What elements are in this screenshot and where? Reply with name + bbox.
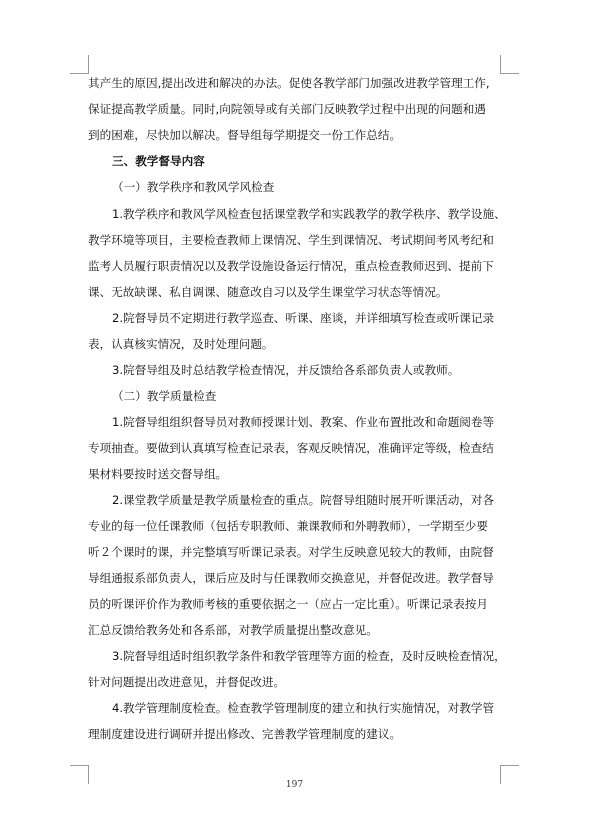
body-line: 针对问题提出改进意见，并督促改进。 [88,675,286,689]
body-line: 4.教学管理制度检查。检查教学管理制度的建立和执行实施情况，对教学管 [112,701,495,715]
body-line: 1.教学秩序和教风学风检查包括课堂教学和实践教学的教学秩序、教学设施、 [112,207,506,221]
body-line: 专业的每一位任课教师（包括专职教师、兼课教师和外聘教师），一学期至少要 [88,519,488,533]
body-line: 表，认真核实情况，及时处理问题。 [88,337,274,351]
body-line: 2.院督导员不定期进行教学巡查、听课、座谈，并详细填写检查或听课记录 [112,311,495,325]
body-line: 1.院督导组组织督导员对教师授课计划、教案、作业布置批改和命题阅卷等 [112,415,495,429]
body-line: 其产生的原因,提出改进和解决的办法。促使各教学部门加强改进教学管理工作, [88,76,490,90]
body-line: 保证提高教学质量。同时,向院领导或有关部门反映教学过程中出现的问题和遇 [88,102,486,116]
body-line: 专项抽查。要做到认真填写检查记录表，客观反映情况，准确评定等级，检查结 [88,441,494,455]
body-line: 教学环境等项目，主要检查教师上课情况、学生到课情况、考试期间考风考纪和 [88,233,494,247]
body-line: 3.院督导组适时组织教学条件和教学管理等方面的检查，及时反映检查情况， [112,649,506,663]
section-heading: 三、教学督导内容 [112,154,205,168]
body-line: 员的听课评价作为教师考核的重要依据之一（应占一定比重）。听课记录表按月 [88,597,488,611]
body-line: 听２个课时的课，并完整填写听课记录表。对学生反映意见较大的教师，由院督 [88,545,494,559]
body-line: 2.课堂教学质量是教学质量检查的重点。院督导组随时展开听课活动，对各 [112,493,495,507]
body-line: 课、无故缺课、私自调课、随意改自习以及学生课堂学习状态等情况。 [88,285,448,299]
body-line: 理制度建设进行调研并提出修改、完善教学管理制度的建议。 [88,727,402,741]
body-line: 3.院督导组及时总结教学检查情况，并反馈给各系部负责人或教师。 [112,363,460,377]
page-number: 197 [285,780,304,790]
body-line: 汇总反馈给教务处和各系部，对教学质量提出整改意见。 [88,623,378,637]
crop-mark-top-right [500,55,519,74]
subsection-heading: （一）教学秩序和教风学风检查 [112,180,275,194]
subsection-heading: （二）教学质量检查 [112,389,217,403]
body-line: 导组通报系部负责人，课后应及时与任课教师交换意见，并督促改进。教学督导 [88,571,494,585]
body-line: 监考人员履行职责情况以及教学设施设备运行情况，重点检查教师迟到、提前下 [88,259,494,273]
body-line: 果材料要按时送交督导组。 [88,467,228,481]
body-line: 到的困难，尽快加以解决。督导组每学期提交一份工作总结。 [88,128,402,142]
crop-mark-top-left [70,55,89,74]
